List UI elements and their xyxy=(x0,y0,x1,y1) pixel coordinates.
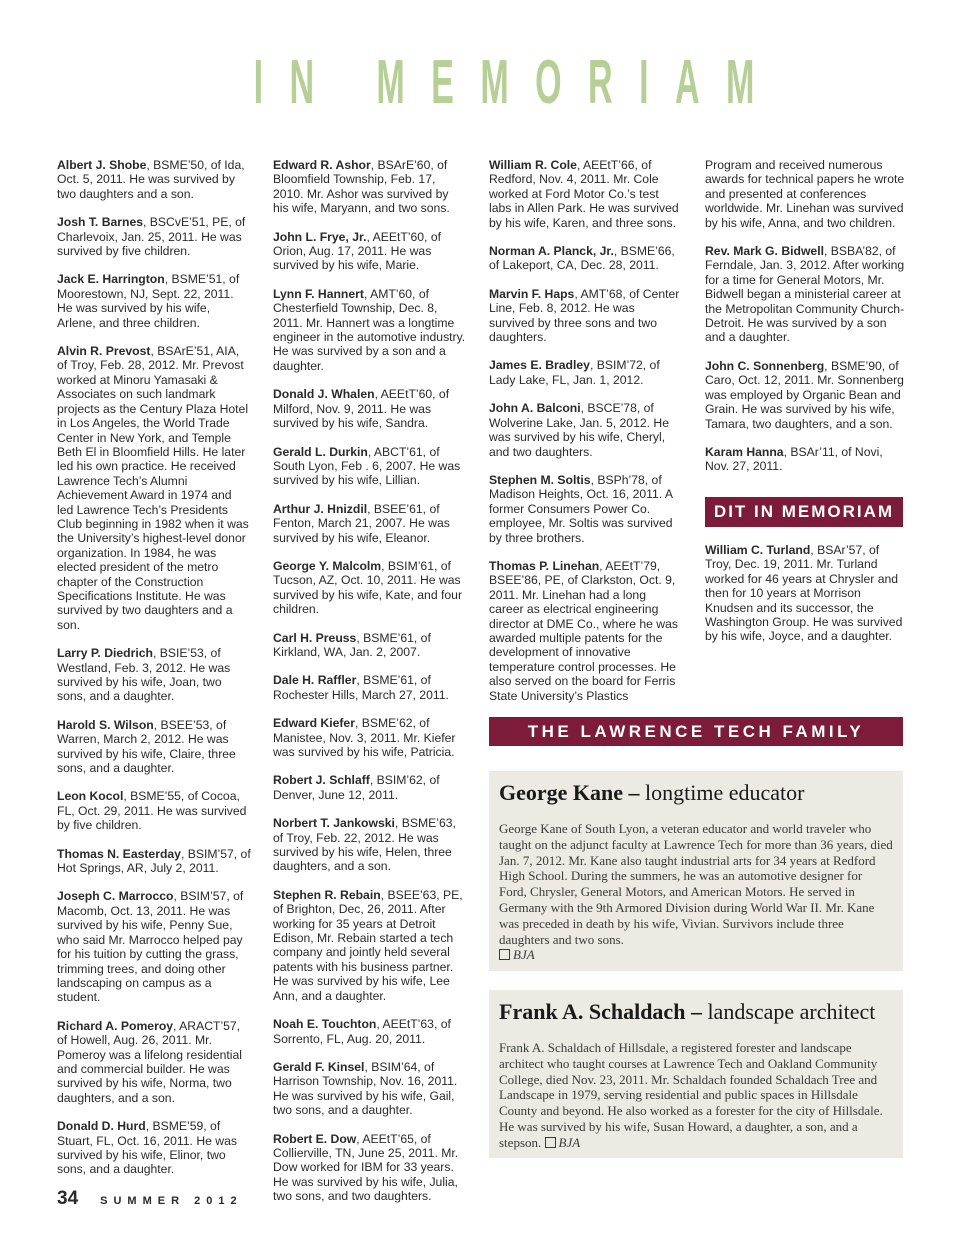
obituary-entry xyxy=(273,673,467,702)
obituary-text: , BSCvE’51, PE, of Charlevoix, Jan. 25, 2011. He was survived by five children. xyxy=(57,215,246,259)
obituary-entry xyxy=(273,631,467,660)
profile-role: landscape architect xyxy=(707,999,876,1024)
obituary-column-4 xyxy=(705,158,905,488)
obituary-entry xyxy=(273,716,467,759)
profile-text: George Kane of South Lyon, a veteran educator and world traveler who taught on the adjunct faculty at Lawrence Tech for more than 36 years, died Jan. 7, 2012. Mr. Kane also taught industrial arts for 34 years at Redford High School. During the summers, he was an automotive designer for Ford, Chrysler, General Motors, and American Motors. He served in Germany with the 9th Armored Division during World War II. Mr. Kane was preceded in death by his wife, Vivian. Survivors include three daughters and two sons. xyxy=(499,821,893,947)
obituary-text: , BSME’51, of Moorestown, NJ, Sept. 22, 2011. He was survived by his wife, Arlene, and three children. xyxy=(57,272,240,330)
obituary-entry xyxy=(273,287,467,373)
obituary-text: , BSME’63, of Troy, Feb. 22, 2012. He was survived by his wife, Helen, three daughters, and a son. xyxy=(273,816,456,874)
obituary-entry xyxy=(705,359,905,431)
obituary-text: , BSCE’78, of Wolverine Lake, Jan. 5, 2012. He was survived by his wife, Cheryl, and two daughters. xyxy=(489,401,669,459)
obituary-text: , BSME’59, of Stuart, FL, Oct. 16, 2011. He was survived by his wife, Elinor, two sons, and a daughter. xyxy=(57,1119,237,1177)
obituary-entry xyxy=(705,158,905,230)
obituary-entry xyxy=(57,789,251,832)
obituary-entry xyxy=(273,816,467,874)
obituary-name: Albert J. Shobe xyxy=(57,158,147,172)
obituary-name: Karam Hanna xyxy=(705,444,784,459)
obituary-name: Gerald F. Kinsel xyxy=(273,1059,365,1074)
obituary-text: , AMT’68, of Center Line, Feb. 8, 2012. He was survived by three sons and two daughters. xyxy=(489,286,680,345)
obituary-text: Program and received numerous awards for technical papers he wrote and presented at conferences worldwide. Mr. Linehan was survived by his wife, Anna, and two children. xyxy=(705,158,905,230)
obituary-text: , AEEtT’66, of Redford, Nov. 4, 2011. Mr. Cole worked at Ford Motor Co.’s test labs in Allen Park. He was survived by his wife, Karen, and three sons. xyxy=(489,158,679,230)
obituary-text: , AEEtT’63, of Sorrento, FL, Aug. 20, 2011. xyxy=(273,1017,451,1046)
obituary-name: Thomas N. Easterday xyxy=(57,846,181,861)
obituary-text: , BSAr’57, of Troy, Dec. 19, 2011. Mr. Turland worked for 46 years at Chrysler and then for 10 years at Morrison Knudsen and its successor, the Washington Group. He was survived by his wife, Joyce, and a daughter. xyxy=(705,543,903,644)
obituary-text: , BSAr’11, of Novi, Nov. 27, 2011. xyxy=(705,444,883,474)
obituary-text: , BSArE’51, AIA, of Troy, Feb. 28, 2012. Mr. Prevost worked at Minoru Yamasaki & Associates on such landmark projects as the Century Plaza Hotel in Los Angeles, the World Trade Center in New York, and Temple Beth El in Bloomfield Hills. He later led his own practice. He received Lawrence Tech’s Alumni Achievement Award in 1974 and led Lawrence Tech’s Presidents Club beginning in 1982 when it was the University’s highest-level donor organization. In 1984, he was elected president of the metro chapter of the Construction Specifications Institute. He was survived by two daughters and a son. xyxy=(57,344,249,632)
obituary-name: Larry P. Diedrich xyxy=(57,646,153,661)
obituary-name: Robert E. Dow xyxy=(273,1131,357,1146)
obituary-text: , AEEtT’65, of Collierville, TN, June 25, 2011. Mr. Dow worked for IBM for 33 years. He was survived by his wife, Julia, two sons, and two daughters. xyxy=(273,1131,459,1204)
obituary-name: Marvin F. Haps xyxy=(489,286,575,301)
obituary-entry xyxy=(489,287,683,345)
obituary-text: , BSME’90, of Caro, Oct. 12, 2011. Mr. Sonnenberg was employed by Organic Bean and Grain. He was survived by his wife, Tamara, two daughters, and a son. xyxy=(705,358,904,431)
obituary-text: , BSME’62, of Manistee, Nov. 3, 2011. Mr. Kiefer was survived by his wife, Patricia. xyxy=(273,716,456,759)
obituary-entry xyxy=(489,401,683,459)
obituary-text: , BSEE’53, of Warren, March 2, 2012. He was survived by his wife, Claire, three sons, and a daughter. xyxy=(57,717,236,776)
obituary-entry xyxy=(57,1019,251,1105)
profile-name: Frank A. Schaldach xyxy=(499,999,686,1024)
obituary-text: , BSME’61, of Kirkland, WA, Jan. 2, 2007. xyxy=(273,630,431,659)
obituary-text: , BSArE’60, of Bloomfield Township, Feb. 17, 2010. Mr. Ashor was survived by his wife, Maryann, and two sons. xyxy=(273,158,450,216)
profile-body xyxy=(499,1040,893,1151)
obituary-text: , BSEE’63, PE, of Brighton, Dec, 26, 2011. After working for 35 years at Detroit Edison, Mr. Rebain started a tech company and jointly held several patents with his business partner. He was survived by his wife, Lee Ann, and a daughter. xyxy=(273,887,463,1003)
obituary-text: , BSIM’61, of Tucson, AZ, Oct. 10, 2011. He was survived by his wife, Kate, and four children. xyxy=(273,558,463,617)
obituary-entry xyxy=(273,1132,467,1204)
obituary-name: John L. Frye, Jr. xyxy=(273,229,367,244)
obituary-name: Donald J. Whalen xyxy=(273,387,375,402)
end-mark-icon xyxy=(499,949,510,960)
obituary-text: , BSEE’61, of Fenton, March 21, 2007. He was survived by his wife, Eleanor. xyxy=(273,501,450,545)
obituary-entry xyxy=(57,215,251,258)
obituary-name: James E. Bradley xyxy=(489,358,590,373)
obituary-name: Josh T. Barnes xyxy=(57,215,144,230)
obituary-name: William R. Cole xyxy=(489,158,577,172)
profile-frank-schaldach xyxy=(489,990,903,1158)
obituary-name: John C. Sonnenberg xyxy=(705,358,825,373)
obituary-text: , AEEtT’60, of Milford, Nov. 9, 2011. He was survived by his wife, Sandra. xyxy=(273,387,450,431)
profile-role: longtime educator xyxy=(645,780,805,805)
obituary-entry xyxy=(273,773,467,802)
obituary-entry xyxy=(273,387,467,430)
obituary-name: Leon Kocol xyxy=(57,789,124,804)
obituary-name: Carl H. Preuss xyxy=(273,630,357,645)
profile-heading: Frank A. Schaldach – landscape architect xyxy=(499,999,876,1024)
obituary-entry xyxy=(57,158,251,201)
obituary-name: Norbert T. Jankowski xyxy=(273,816,395,831)
obituary-entry xyxy=(705,445,905,474)
obituary-entry xyxy=(57,272,251,330)
obituary-text: , BSIM’72, of Lady Lake, FL, Jan. 1, 2012. xyxy=(489,358,660,387)
obituary-name: Donald D. Hurd xyxy=(57,1119,146,1134)
page-title: IN MEMORIAM xyxy=(253,48,781,117)
obituary-name: Noah E. Touchton xyxy=(273,1017,377,1032)
obituary-name: Lynn F. Hannert xyxy=(273,286,364,301)
obituary-entry xyxy=(273,1017,467,1046)
obituary-entry xyxy=(489,158,683,230)
obituary-entry xyxy=(273,888,467,1003)
obituary-entry xyxy=(57,1119,251,1177)
obituary-text: , BSPh’78, of Madison Heights, Oct. 16, 2011. A former Consumers Power Co. employee, Mr. Soltis was survived by three brothers. xyxy=(489,472,673,545)
obituary-name: William C. Turland xyxy=(705,543,811,557)
obituary-text: , BSIM’57, of Hot Springs, AR, July 2, 2011. xyxy=(57,846,251,876)
obituary-entry xyxy=(705,543,905,644)
obituary-text: , BSIE’53, of Westland, Feb. 3, 2012. He was survived by his wife, Joan, two sons, and a daughter. xyxy=(57,646,231,704)
page-footer xyxy=(57,1188,243,1210)
obituary-name: Rev. Mark G. Bidwell xyxy=(705,244,824,259)
obituary-name: Alvin R. Prevost xyxy=(57,344,151,359)
profile-name: George Kane xyxy=(499,780,624,805)
obituary-entry xyxy=(57,847,251,876)
obituary-entry xyxy=(489,358,683,387)
obituary-name: George Y. Malcolm xyxy=(273,558,382,573)
obituary-entry xyxy=(273,230,467,273)
obituary-text: , AEEtT’60, of Orion, Aug. 17, 2011. He was survived by his wife, Marie. xyxy=(273,229,441,273)
obituary-entry xyxy=(57,646,251,704)
obituary-text: , BSME’50, of Ida, Oct. 5, 2011. He was survived by two daughters and a son. xyxy=(57,158,245,201)
obituary-column-1 xyxy=(57,158,251,1191)
obituary-text: , BSIM’57, of Macomb, Oct. 13, 2011. He was survived by his wife, Penny Sue, who said Mr. Marrocco helped pay for his tuition by cutting the grass, trimming trees, and doing other landscaping on campus as a student. xyxy=(57,889,244,1005)
obituary-name: John A. Balconi xyxy=(489,401,581,416)
profile-text: Frank A. Schaldach of Hillsdale, a registered forester and landscape architect who taught courses at Lawrence Tech and Oakland Community College, died Nov. 23, 2011. Mr. Schaldach founded Schaldach Tree and Landscape in 1979, serving residential and public spaces in Hillsdale County and beyond. He also worked as a forester for the city of Hillsdale. He was survived by his wife, Susan Howard, a daughter, a son, and a stepson. xyxy=(499,1040,883,1150)
obituary-text: , BSBA’82, of Ferndale, Jan. 3, 2012. After working for a time for General Motors, Mr. Bidwell began a ministerial career at the Metropolitan Community Church-Detroit. He was survived by a son and a daughter. xyxy=(705,244,905,345)
obituary-name: Arthur J. Hnizdil xyxy=(273,501,368,516)
obituary-entry xyxy=(57,718,251,776)
obituary-text: , BSME’66, of Lakeport, CA, Dec. 28, 2011. xyxy=(489,244,675,273)
obituary-entry xyxy=(273,559,467,617)
obituary-name: Richard A. Pomeroy xyxy=(57,1018,174,1033)
end-mark-icon xyxy=(545,1137,556,1148)
dit-in-memoriam-banner: DIT IN MEMORIAM xyxy=(705,497,903,527)
obituary-text: , AMT’60, of Chesterfield Township, Dec. 8, 2011. Mr. Hannert was a longtime engineer in the automotive industry. He was survived by a son and a daughter. xyxy=(273,286,466,373)
obituary-name: Joseph C. Marrocco xyxy=(57,889,174,904)
issue-label: SUMMER 2012 xyxy=(100,1195,243,1207)
obituary-text: , BSME’61, of Rochester Hills, March 27, 2011. xyxy=(273,673,449,702)
obituary-column-2 xyxy=(273,158,467,1218)
obituary-name: Stephen M. Soltis xyxy=(489,472,591,487)
obituary-text: , AEEtT’79, BSEE’86, PE, of Clarkston, Oct. 9, 2011. Mr. Linehan had a long career as electrical engineering director at DME Co., where he was awarded multiple patents for the development of innovative temperature control processes. He also served on the board for Ferris State University’s Plastics xyxy=(489,558,678,703)
obituary-entry xyxy=(489,559,683,703)
obituary-name: Robert J. Schlaff xyxy=(273,773,370,788)
obituary-entry xyxy=(273,502,467,545)
obituary-name: Thomas P. Linehan xyxy=(489,558,600,573)
obituary-name: Edward R. Ashor xyxy=(273,158,371,172)
profile-george-kane xyxy=(489,771,903,971)
profile-body xyxy=(499,821,893,963)
obituary-entry xyxy=(489,473,683,545)
obituary-text: , BSIM’64, of Harrison Township, Nov. 16, 2011. He was survived by his wife, Gail, two sons, and a daughter. xyxy=(273,1059,458,1118)
obituary-text: , ABCT’61, of South Lyon, Feb . 6, 2007. He was survived by his wife, Lillian. xyxy=(273,444,461,488)
obituary-entry xyxy=(273,445,467,488)
obituary-text: , ARACT’57, of Howell, Aug. 26, 2011. Mr. Pomeroy was a lifelong residential and commercial builder. He was survived by his wife, Norma, two daughters, and a son. xyxy=(57,1018,242,1105)
obituary-name: Edward Kiefer xyxy=(273,716,355,731)
author-initials: BJA xyxy=(513,947,535,963)
obituary-name: Gerald L. Durkin xyxy=(273,444,368,459)
obituary-name: Harold S. Wilson xyxy=(57,717,154,732)
profile-heading: George Kane – longtime educator xyxy=(499,780,805,805)
obituary-entry xyxy=(273,1060,467,1118)
obituary-name: Dale H. Raffler xyxy=(273,673,357,688)
obituary-entry xyxy=(489,244,683,273)
author-initials: BJA xyxy=(558,1134,581,1150)
obituary-text: , BSME’55, of Cocoa, FL, Oct. 29, 2011. He was survived by five children. xyxy=(57,789,247,833)
obituary-name: Jack E. Harrington xyxy=(57,272,165,287)
obituary-entry xyxy=(273,158,467,216)
dit-column xyxy=(705,543,905,658)
obituary-column-3 xyxy=(489,158,683,717)
obituary-entry xyxy=(57,889,251,1004)
obituary-name: Stephen R. Rebain xyxy=(273,887,381,902)
lawrence-tech-family-banner: THE LAWRENCE TECH FAMILY xyxy=(489,717,903,746)
obituary-text: , BSIM’62, of Denver, June 12, 2011. xyxy=(273,773,440,802)
obituary-entry xyxy=(57,344,251,632)
obituary-name: Norman A. Planck, Jr. xyxy=(489,244,614,259)
obituary-entry xyxy=(705,244,905,345)
page-number: 34 xyxy=(57,1188,79,1209)
